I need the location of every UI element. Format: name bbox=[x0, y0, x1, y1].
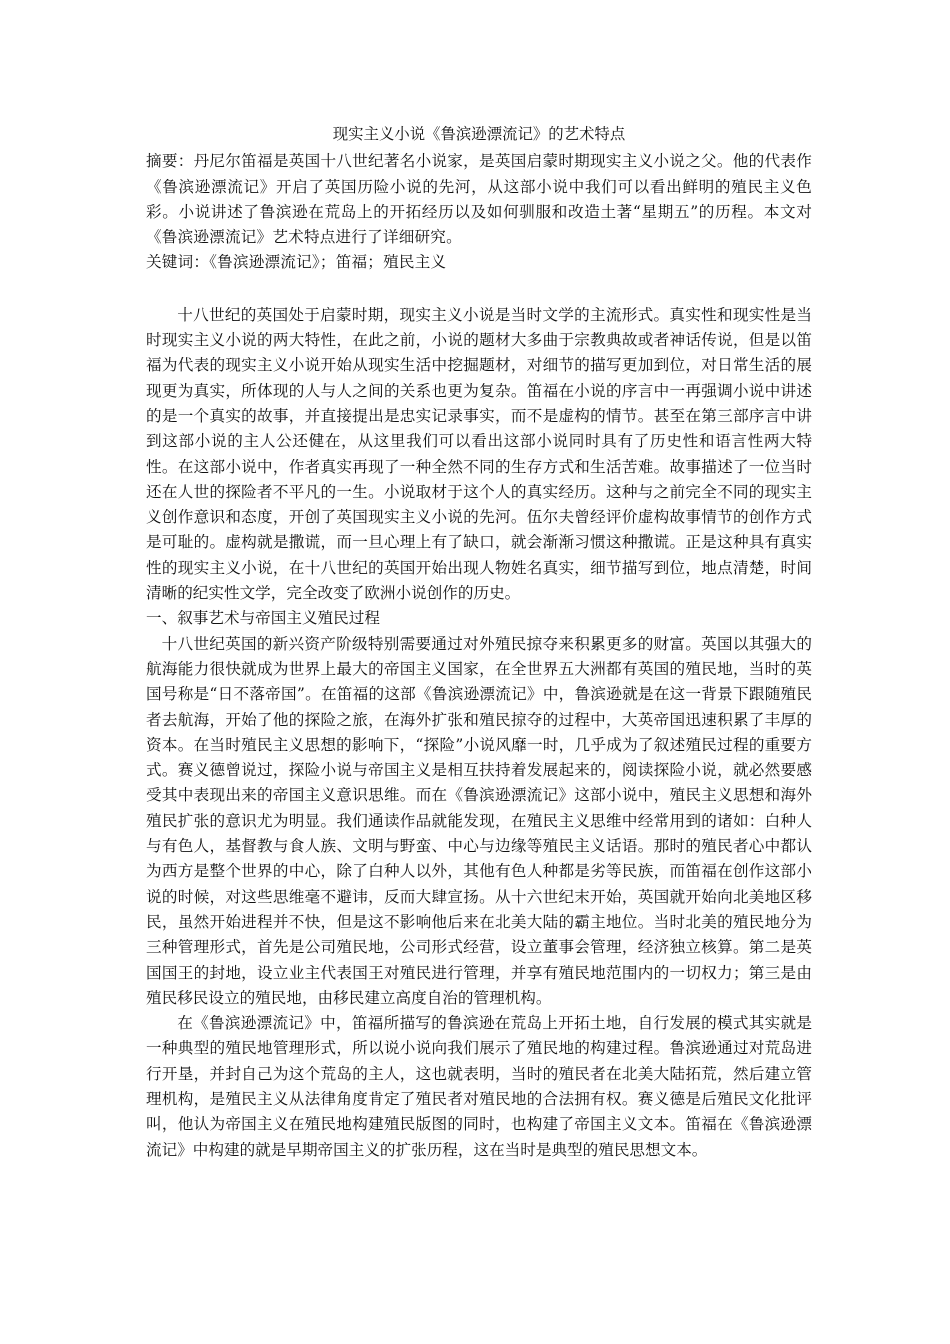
abstract-paragraph: 摘要：丹尼尔笛福是英国十八世纪著名小说家，是英国启蒙时期现实主义小说之父。他的代表作《鲁滨逊漂流记》开启了英国历险小说的先河，从这部小说中我们可以看出鲜明的殖民主义色彩。小说讲述了鲁滨逊在荒岛上的开拓经历以及如何驯服和改造土著“星期五”的历程。本文对《鲁滨逊漂流记》艺术特点进行了详细研究。 bbox=[146, 152, 812, 247]
document-title: 现实主义小说《鲁滨逊漂流记》的艺术特点 bbox=[332, 125, 626, 143]
body-paragraph-1: 十八世纪英国的新兴资产阶级特别需要通过对外殖民掠夺来积累更多的财富。英国以其强大的航海能力很快就成为世界上最大的帝国主义国家，在全世界五大洲都有英国的殖民地，当时的英国号称是“日不落帝国”。在笛福的这部《鲁滨逊漂流记》中，鲁滨逊就是在这一背景下跟随殖民者去航海，开始了他的探险之旅，在海外扩张和殖民掠夺的过程中，大英帝国迅速积累了丰厚的资本。在当时殖民主义思想的影响下，“探险”小说风靡一时，几乎成为了叙述殖民过程的重要方式。赛义德曾说过，探险小说与帝国主义是相互扶持着发展起来的，阅读探险小说，就必然要感受其中表现出来的帝国主义意识思维。而在《鲁滨逊漂流记》这部小说中，殖民主义思想和海外殖民扩张的意识尤为明显。我们通读作品就能发现，在殖民主义思维中经常用到的诸如：白种人与有色人，基督教与食人族、文明与野蛮、中心与边缘等殖民主义话语。那时的殖民者心中都认为西方是整个世界的中心，除了白种人以外，其他有色人种都是劣等民族，而笛福在创作这部小说的时候，对这些思维毫不避讳，反而大肆宣扬。从十六世纪末开始，英国就开始向北美地区移民，虽然开始进程并不快，但是这不影响他后来在北美大陆的霸主地位。当时北美的殖民地分为三种管理形式，首先是公司殖民地，公司形式经营，设立董事会管理，经济独立核算。第二是英国国王的封地，设立业主代表国王对殖民进行管理，并享有殖民地范围内的一切权力；第三是由殖民移民设立的殖民地，由移民建立高度自治的管理机构。 bbox=[146, 634, 812, 1007]
document-page bbox=[146, 122, 812, 1163]
keywords-line: 关键词：《鲁滨逊漂流记》；笛福；殖民主义 bbox=[146, 253, 447, 272]
section-heading: 一、叙事艺术与帝国主义殖民过程 bbox=[146, 609, 380, 628]
intro-paragraph: 十八世纪的英国处于启蒙时期，现实主义小说是当时文学的主流形式。真实性和现实性是当时现实主义小说的两大特性，在此之前，小说的题材大多曲于宗教典故或者神话传说，但是以笛福为代表的现实主义小说开始从现实生活中挖掘题材，对细节的描写更加到位，对日常生活的展现更为真实，所体现的人与人之间的关系也更为复杂。笛福在小说的序言中一再强调小说中讲述的是一个真实的故事，并直接提出是忠实记录事实，而不是虚构的情节。甚至在第三部序言中讲到这部小说的主人公还健在，从这里我们可以看出这部小说同时具有了历史性和语言性两大特性。在这部小说中，作者真实再现了一种全然不同的生存方式和生活苦难。故事描述了一位当时还在人世的探险者不平凡的一生。小说取材于这个人的真实经历。这种与之前完全不同的现实主义创作意识和态度，开创了英国现实主义小说的先河。伍尔夫曾经评价虚构故事情节的创作方式是可耻的。虚构就是撒谎，而一旦心理上有了缺口，就会渐渐习惯这种撒谎。正是这种具有真实性的现实主义小说，在十八世纪的英国开始出现人物姓名真实，细节描写到位，地点清楚，时间清晰的纪实性文学，完全改变了欧洲小说创作的历史。 bbox=[146, 305, 812, 603]
section-spacer bbox=[146, 276, 812, 303]
body-paragraph-2: 在《鲁滨逊漂流记》中，笛福所描写的鲁滨逊在荒岛上开拓土地，自行发展的模式其实就是一种典型的殖民地管理形式，所以说小说向我们展示了殖民地的构建过程。鲁滨逊通过对荒岛进行开垦，并封自己为这个荒岛的主人，这也就表明，当时的殖民者在北美大陆拓荒，然后建立管理机构，是殖民主义从法律角度肯定了殖民者对殖民地的合法拥有权。赛义德是后殖民文化批评叫，他认为帝国主义在殖民地构建殖民版图的同时，也构建了帝国主义文本。笛福在《鲁滨逊漂流记》中构建的就是早期帝国主义的扩张历程，这在当时是典型的殖民思想文本。 bbox=[146, 1014, 812, 1159]
